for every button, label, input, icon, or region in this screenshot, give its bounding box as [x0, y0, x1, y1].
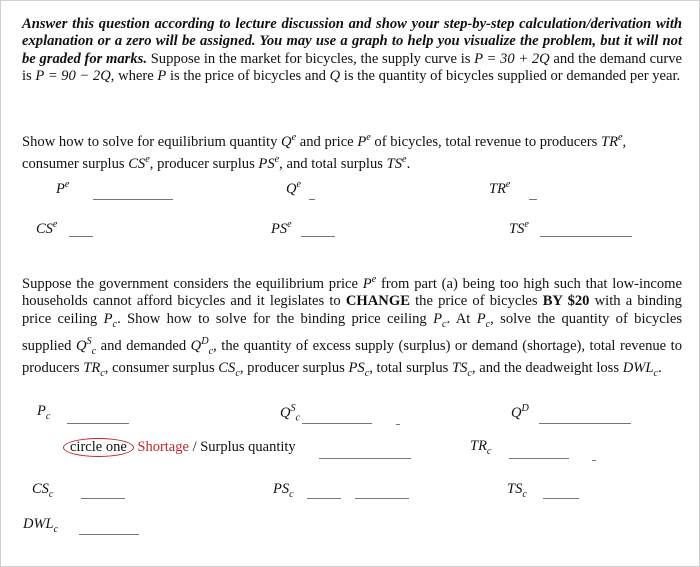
surplus-quantity-label: / Surplus quantity: [188, 439, 296, 455]
label-pse: $PS^e$: [271, 219, 292, 237]
label-tre: $TR^e$: [489, 179, 511, 197]
label-pe: $P^e$: [56, 179, 70, 197]
instructions-text: Answer this question according to lecture discussion and show your step-by-step calculation/derivation with explanation or a zero will be assigned. You may use a graph to help you visualize the problem, but it will not be graded for marks.: [22, 16, 682, 67]
label-psc: $PS_c$: [273, 481, 294, 500]
answer-blank-cse[interactable]: [69, 236, 93, 237]
answer-blank-tse[interactable]: [540, 236, 632, 237]
answer-blank-psc[interactable]: [307, 498, 341, 499]
answer-blank-psc-2[interactable]: [355, 498, 409, 499]
answer-blank-trc[interactable]: [509, 458, 569, 459]
label-qe: $Q^e$: [286, 179, 301, 197]
label-csc: $CS_c$: [32, 481, 54, 500]
label-cse: $CS^e$: [36, 219, 58, 237]
answer-blank-tre[interactable]: [529, 199, 537, 200]
intro-paragraph: Answer this question according to lecture discussion and show your step-by-step calculation/derivation with explanation or a zero will be assigned. You may use a graph to help you visualize the problem, but it will not be graded for marks. Suppose in the market for bicycles, the supply curve is P = 30 + 2Q and the demand curve is P = 90 − 2Q, where P is the price of bicycles and Q is the quantity of bicycles supplied or demanded per year.: [22, 16, 682, 85]
answer-blank-pc[interactable]: [67, 423, 129, 424]
answer-blank-qe[interactable]: [309, 199, 315, 200]
answer-blank-qdc[interactable]: [539, 423, 631, 424]
label-dwlc: $DWL_c$: [23, 516, 59, 535]
label-trc: $TR_c$: [470, 438, 492, 457]
equilibrium-instructions: Show how to solve for equilibrium quantity $Q^e$ and price $P^e$ of bicycles, total revenue to producers $TR^e$, consumer surplus $CS^e$, producer surplus $PS^e$, and total surplus $TS^e$.: [22, 132, 627, 173]
label-tsc: $TS_c$: [507, 481, 527, 500]
demand-equation: P = 90 − 2Q: [35, 68, 111, 85]
label-pc: $P_c$: [37, 403, 51, 422]
supply-equation: P = 30 + 2Q: [474, 50, 550, 67]
answer-blank-csc[interactable]: [81, 498, 125, 499]
answer-blank-excess-quantity[interactable]: [319, 458, 411, 459]
answer-blank-qsc-tick: [396, 424, 400, 425]
label-tse: $TS^e$: [509, 219, 529, 237]
answer-blank-pse[interactable]: [301, 236, 335, 237]
answer-blank-dwlc[interactable]: [79, 534, 139, 535]
shortage-option[interactable]: Shortage: [137, 439, 189, 455]
answer-blank-trc-tick: [592, 460, 596, 461]
circle-one-marker: circle one: [63, 438, 134, 457]
answer-blank-tsc[interactable]: [543, 498, 579, 499]
label-qsc: $Q^S_c$: [280, 403, 301, 424]
answer-blank-qsc[interactable]: [302, 423, 372, 424]
answer-blank-pe[interactable]: [93, 199, 173, 200]
price-ceiling-instructions: Suppose the government considers the equilibrium price $P^e$ from part (a) being too high such that low-income households cannot afford bicycles and it legislates to CHANGE the price of bicycles BY $20 with a binding price ceiling $P_c$. Show how to solve for the binding price ceiling $P_c$. At $P_c$, solve the quantity of bicycles supplied $Q^S_c$ and demanded $Q^D_c$, the quantity of excess supply (surplus) or demand (shortage), total revenue to producers $TR_c$, consumer surplus $CS_c$, producer surplus $PS_c$, total surplus $TS_c$, and the deadweight loss $DWL_c$.: [22, 274, 682, 380]
label-qdc: $Q^D$: [511, 403, 529, 421]
shortage-surplus-row: [63, 438, 296, 457]
